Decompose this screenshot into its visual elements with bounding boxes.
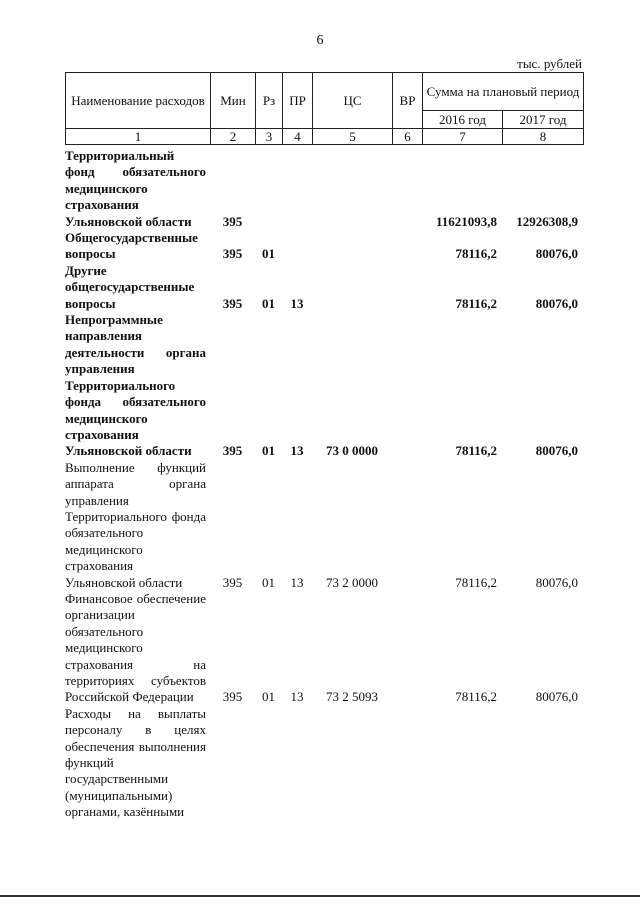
row-name: Другие общегосударственные вопросы — [65, 262, 195, 311]
table-row — [65, 591, 583, 706]
header-num-6: 6 — [393, 129, 423, 145]
row-2016: 78116,2 — [455, 295, 497, 311]
header-vr: ВР — [393, 73, 423, 129]
row-pr — [282, 706, 312, 821]
row-min: 395 — [222, 295, 243, 311]
row-min: 395 — [222, 246, 243, 262]
row-2016: 78116,2 — [455, 246, 497, 262]
header-rz: Рз — [256, 73, 283, 129]
table-row — [65, 230, 583, 263]
row-name: Финансовое обеспечение организации обязательного медицинского страхования на территориях субъектов Российской Федерации — [65, 590, 206, 705]
row-cs — [312, 706, 392, 821]
expenses-table — [65, 148, 583, 821]
header-cs: ЦС — [313, 73, 393, 129]
row-2017: 80076,0 — [535, 443, 578, 459]
page-number: 6 — [316, 33, 324, 48]
row-2016 — [422, 706, 502, 821]
row-min: 395 — [222, 213, 243, 229]
row-2016: 78116,2 — [455, 689, 497, 705]
header-num-4: 4 — [283, 129, 313, 145]
row-pr: 13 — [290, 295, 304, 311]
row-vr — [392, 706, 422, 821]
row-cs: 73 2 0000 — [326, 574, 378, 590]
row-rz: 01 — [262, 574, 275, 590]
row-rz — [255, 706, 282, 821]
header-min: Мин — [211, 73, 256, 129]
row-cs — [312, 263, 392, 312]
row-rz: 01 — [262, 443, 275, 459]
row-pr: 13 — [290, 689, 304, 705]
header-sum: Сумма на плановый период — [423, 73, 584, 111]
row-pr — [282, 230, 312, 263]
table-row — [65, 706, 583, 821]
row-2016: 11621093,8 — [435, 213, 497, 229]
table-header — [65, 72, 584, 145]
row-2016: 78116,2 — [455, 443, 497, 459]
row-vr — [392, 230, 422, 263]
row-rz: 01 — [262, 246, 275, 262]
header-num-5: 5 — [313, 129, 393, 145]
header-num-7: 7 — [423, 129, 503, 145]
header-name: Наименование расходов — [66, 73, 211, 129]
row-name: Непрограммные направления деятельности органа управления Территориального фонда обязательного медицинского страхования Ульяновской области — [65, 312, 206, 459]
page-bottom-rule — [0, 895, 640, 897]
row-cs: 73 2 5093 — [326, 689, 378, 705]
header-2017: 2017 год — [503, 111, 584, 129]
row-2017 — [502, 706, 583, 821]
row-cs — [312, 148, 392, 230]
row-2016: 78116,2 — [455, 574, 497, 590]
row-cs: 73 0 0000 — [326, 443, 378, 459]
row-min: 395 — [222, 443, 243, 459]
row-rz: 01 — [262, 295, 275, 311]
header-num-1: 1 — [66, 129, 211, 145]
row-pr — [282, 148, 312, 230]
row-name: Выполнение функций аппарата органа управления Территориального фонда обязательного медицинского страхования Ульяновской области — [65, 459, 206, 590]
header-num-3: 3 — [256, 129, 283, 145]
row-pr: 13 — [290, 574, 304, 590]
header-num-8: 8 — [503, 129, 584, 145]
table-row — [65, 263, 583, 312]
units-label: тыс. рублей — [517, 56, 582, 71]
row-2017: 80076,0 — [535, 246, 578, 262]
row-vr — [392, 312, 422, 460]
row-name: Территориальный фонд обязательного медицинского страхования Ульяновской области — [65, 148, 206, 229]
row-name: Общегосударственные вопросы — [65, 230, 198, 262]
row-vr — [392, 148, 422, 230]
row-min: 395 — [222, 689, 243, 705]
row-name: Расходы на выплаты персоналу в целях обеспечения выполнения функций государственными (муниципальными) органами, казёнными — [65, 705, 206, 820]
row-vr — [392, 460, 422, 591]
row-vr — [392, 591, 422, 706]
row-pr: 13 — [290, 443, 304, 459]
row-rz — [255, 148, 282, 230]
header-2016: 2016 год — [423, 111, 503, 129]
table-row — [65, 460, 583, 591]
header-pr: ПР — [283, 73, 313, 129]
row-min: 395 — [222, 574, 243, 590]
row-cs — [312, 230, 392, 263]
row-2017: 12926308,9 — [516, 213, 578, 229]
row-2017: 80076,0 — [535, 574, 578, 590]
row-2017: 80076,0 — [535, 295, 578, 311]
table-row — [65, 148, 583, 230]
row-rz: 01 — [262, 689, 275, 705]
row-min — [210, 706, 255, 821]
row-2017: 80076,0 — [535, 689, 578, 705]
row-vr — [392, 263, 422, 312]
table-row — [65, 312, 583, 460]
header-num-2: 2 — [211, 129, 256, 145]
